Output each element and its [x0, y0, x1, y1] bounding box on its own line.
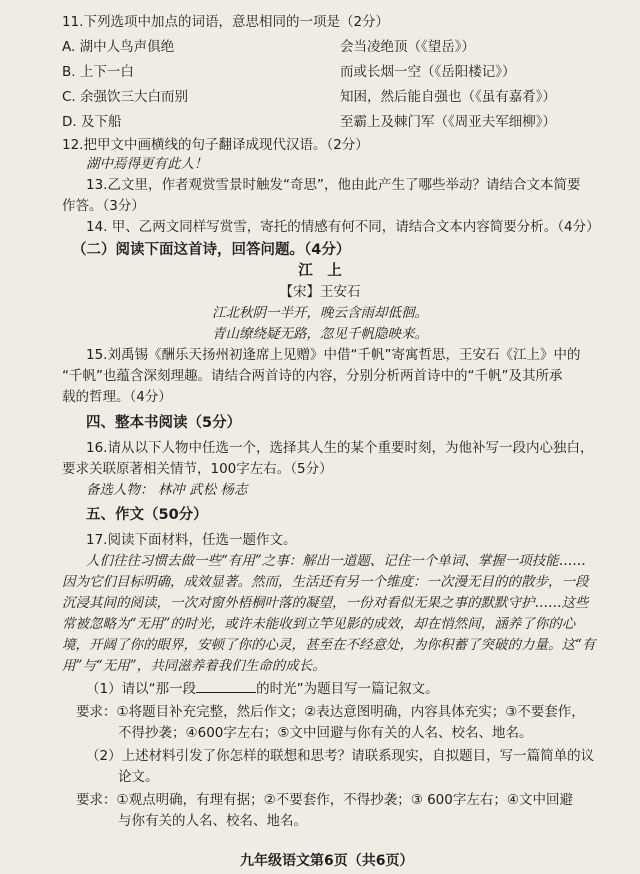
page-footer: 九年级语文第6页（共6页） — [236, 852, 417, 870]
poem-line-1: 江北秋阴一半开，晚云含雨却低徊。 — [212, 304, 428, 321]
q14-line-1: 14. 甲、乙两文同样写赏雪，寄托的情感有何不同，请结合文本内容简要分析。（4分） — [86, 218, 600, 235]
q17-material-line-4: 常被忽略为“无用”的时光，或许未能收到立竿见影的成效，却在悄然间，涵养了你的心 — [62, 616, 576, 633]
q11-option-c-left: C. 余强饮三大白而别 — [62, 88, 189, 105]
q17-stem: 17.阅读下面材料，任选一题作文。 — [86, 531, 297, 548]
q17-material-line-3: 沉浸其间的阅读，一次对窗外梧桐叶落的凝望，一份对看似无果之事的默默守护……这些 — [62, 595, 589, 611]
poem-line-2: 青山缭绕疑无路，忽见千帆隐映来。 — [212, 325, 428, 342]
q17-req1-line-1: 要求：①将题目补充完整，然后作文；②表达意图明确，内容具体充实；③不要套作， — [76, 703, 585, 720]
q16-line-1: 16.请从以下人物中任选一个，选择其人生的某个重要时刻，为他补写一段内心独白， — [86, 440, 594, 457]
q12-sentence: 湖中焉得更有此人！ — [86, 155, 208, 172]
poem-author: 【宋】王安石 — [279, 283, 361, 300]
q16-candidates: 备选人物： 林冲 武松 杨志 — [86, 482, 248, 499]
q11-option-a-right: 会当凌绝顶（《望岳》） — [340, 39, 475, 56]
q17-task1 — [86, 680, 439, 698]
q15-line-2: “千帆”也蕴含深刻理趣。请结合两首诗的内容，分别分析两首诗中的“千帆”及其所承 — [62, 367, 563, 384]
poem-title: 江 上 — [298, 262, 342, 279]
q11-option-c-right: 知困，然后能自强也（《虽有嘉肴》） — [340, 88, 556, 105]
q13-line-1: 13.乙文里，作者观赏雪景时触发“奇思”，他由此产生了哪些举动？请结合文本简要 — [86, 176, 581, 193]
q15-line-1: 15.刘禹锡《酬乐天扬州初逢席上见赠》中借“千帆”寄寓哲思，王安石《江上》中的 — [86, 346, 581, 363]
q13-line-2: 作答。（3分） — [62, 197, 145, 214]
q17-task1-suffix: 的时光”为题目写一篇记叙文。 — [256, 680, 439, 697]
q17-req1-line-2: 不得抄袭；④600字左右；⑤文中回避与你有关的人名、校名、地名。 — [118, 724, 533, 741]
q17-task2-line-1: （2）上述材料引发了你怎样的联想和思考？请联系现实，自拟题目，写一篇简单的议 — [86, 747, 595, 764]
q11-option-d-right: 至霸上及棘门军（《周亚夫军细柳》） — [340, 113, 556, 130]
q17-material-line-5: 境，开阔了你的眼界，安顿了你的心灵，甚至在不经意处，为你积蓄了突破的力量。这“有 — [62, 637, 596, 654]
section2-title: （二）阅读下面这首诗，回答问题。（4分） — [72, 241, 351, 258]
q11-option-b-left: B. 上下一白 — [62, 64, 134, 81]
q11-option-a-left: A. 湖中人鸟声俱绝 — [62, 39, 175, 56]
q15-line-3: 载的哲理。（4分） — [62, 388, 172, 405]
q11-stem: 11.下列选项中加点的词语，意思相同的一项是（2分） — [62, 14, 390, 31]
title-blank — [196, 680, 256, 693]
q12-stem: 12.把甲文中画横线的句子翻译成现代汉语。（2分） — [62, 136, 369, 153]
q11-option-d-left: D. 及下船 — [62, 113, 122, 130]
q16-line-2: 要求关联原著相关情节，100字左右。（5分） — [62, 461, 333, 478]
q17-material-line-6: 用”与“无用”，共同滋养着我们生命的成长。 — [62, 658, 326, 675]
q17-material-line-2: 因为它们目标明确，成效显著。然而，生活还有另一个维度：一次漫无目的的散步，一段 — [62, 574, 589, 590]
section5-title: 五、作文（50分） — [86, 507, 208, 524]
q17-task1-prefix: （1）请以“那一段 — [86, 680, 197, 697]
q17-task2-line-2: 论文。 — [118, 768, 159, 785]
q17-req2-line-1: 要求：①观点明确，有理有据；②不要套作，不得抄袭；③ 600字左右；④文中回避 — [76, 791, 573, 808]
q17-req2-line-2: 与你有关的人名、校名、地名。 — [118, 812, 307, 829]
section4-title: 四、整本书阅读（5分） — [86, 415, 242, 432]
q17-material-line-1: 人们往往习惯去做一些“有用”之事：解出一道题、记住一个单词、掌握一项技能…… — [86, 552, 586, 569]
q11-option-b-right: 而或长烟一空（《岳阳楼记》） — [340, 64, 516, 81]
